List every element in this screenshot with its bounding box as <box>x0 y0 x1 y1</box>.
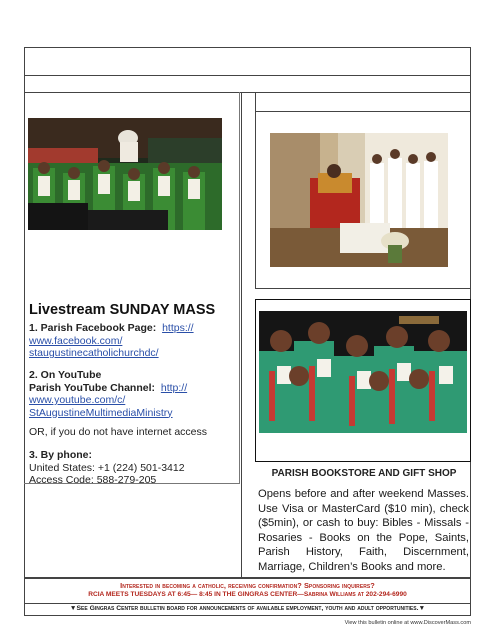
facebook-heading: 1. Parish Facebook Page: <box>29 322 157 334</box>
youtube-link-part1[interactable]: http:// <box>160 381 188 394</box>
rcia-line-2: RCIA MEETS TUESDAYS AT 6:45— 8:45 IN THE GINGRAS CENTER—Sabrina Williams at 202-294-6990 <box>88 591 407 598</box>
access-code: Access Code: 588-279-205 <box>29 474 157 486</box>
youtube-channel-label: Parish YouTube Channel: <box>29 381 156 394</box>
livestream-title: Livestream SUNDAY MASS <box>29 302 216 318</box>
facebook-section <box>29 322 234 360</box>
youtube-link-part3[interactable]: StAugustineMultimediaMinistry <box>29 406 173 419</box>
facebook-link-part1[interactable]: https:// <box>162 322 194 334</box>
youtube-section <box>29 369 234 419</box>
gospel-choir-image <box>259 311 467 433</box>
bookstore-title: PARISH BOOKSTORE AND GIFT SHOP <box>271 468 457 479</box>
youtube-heading: 2. On YouTube <box>29 369 102 381</box>
gingras-note: ▼See Gingras Center bulletin board for announcements of available employment, youth and adult opportunities.▼ <box>69 605 426 612</box>
rcia-line-1: Interested in becoming a catholic, receiving confirmation? Sponsoring inquirers? <box>120 581 375 590</box>
gospel-choir-photo <box>259 311 467 433</box>
facebook-link-part3[interactable]: staugustinecatholichurchdc/ <box>29 347 159 359</box>
phone-heading: 3. By phone: <box>29 449 93 461</box>
header-box-top <box>24 47 471 76</box>
no-internet-text: OR, if you do not have internet access <box>29 426 208 438</box>
header-box-second <box>24 76 471 93</box>
choir-stage-photo <box>28 118 222 230</box>
bookstore-body: Opens before and after weekend Masses. Use Visa or MasterCard ($10 min), check ($5min), or cash to buy: Bibles - Missals - Rosaries - Books on the Pope, Saints, Parish History, Faith, Discernment, Marriage, Children’s Books and more. <box>258 488 469 573</box>
choir-stage-image <box>28 118 222 230</box>
phone-number: United States: +1 (224) 501-3412 <box>29 461 185 474</box>
phone-section <box>29 449 234 487</box>
online-credit: View this bulletin online at www.DiscoverMass.com <box>344 620 471 626</box>
priest-altar-photo <box>270 133 448 267</box>
facebook-link-part2[interactable]: www.facebook.com/ <box>29 334 123 347</box>
youtube-link-part2[interactable]: www.youtube.com/c/ <box>29 394 126 406</box>
priest-altar-image <box>270 133 448 267</box>
